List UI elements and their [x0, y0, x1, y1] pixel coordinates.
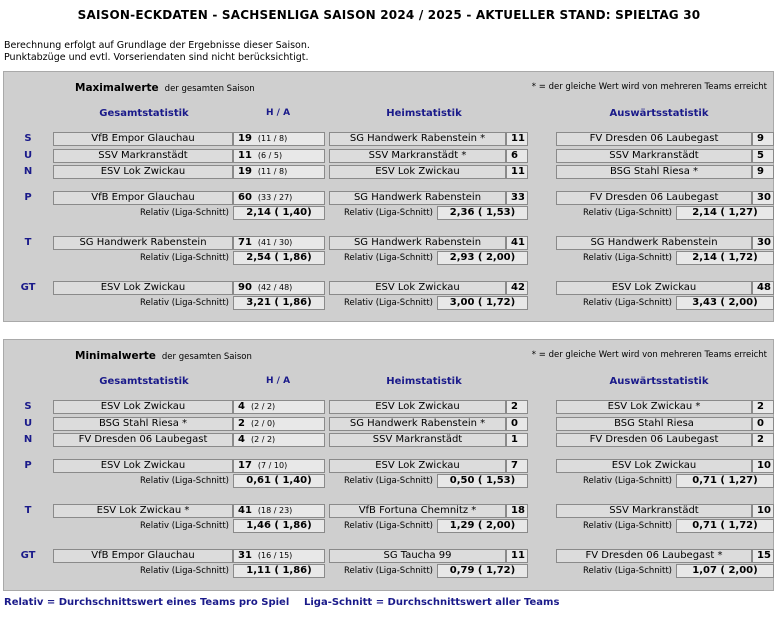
relativ-label: Relativ (Liga-Schnitt)	[582, 521, 672, 531]
value-number: 90	[238, 282, 252, 293]
row-label: P	[24, 460, 32, 471]
panel-note: * = der gleiche Wert wird von mehreren Teams erreicht	[531, 350, 767, 360]
value-h	[506, 236, 528, 250]
relativ-label: Relativ (Liga-Schnitt)	[139, 566, 229, 576]
value-home-away: (33 / 27)	[257, 193, 293, 202]
value-g	[233, 191, 325, 205]
value-g	[233, 459, 325, 473]
relativ-value-h: 1,29 ( 2,00)	[437, 519, 528, 533]
value-a	[752, 165, 774, 179]
relativ-label: Relativ (Liga-Schnitt)	[343, 298, 433, 308]
value-home-away: (18 / 23)	[257, 506, 293, 515]
relativ-value-g: 1,46 ( 1,86)	[233, 519, 325, 533]
row-label: N	[23, 166, 33, 177]
value-number: 2	[238, 418, 245, 429]
team-name-g: SG Handwerk Rabenstein	[53, 236, 233, 250]
value-number: 11	[238, 150, 252, 161]
team-name-h: SSV Markranstädt	[329, 433, 506, 447]
header-aus: Auswärtsstatistik	[609, 108, 709, 119]
value-a	[752, 433, 774, 447]
relativ-label: Relativ (Liga-Schnitt)	[582, 566, 672, 576]
value-number: 41	[511, 237, 525, 248]
row-label: S	[24, 133, 32, 144]
relativ-label: Relativ (Liga-Schnitt)	[343, 253, 433, 263]
value-h	[506, 549, 528, 563]
value-a	[752, 400, 774, 414]
relativ-label: Relativ (Liga-Schnitt)	[139, 298, 229, 308]
value-number: 11	[511, 133, 525, 144]
relativ-label: Relativ (Liga-Schnitt)	[582, 298, 672, 308]
relativ-label: Relativ (Liga-Schnitt)	[139, 253, 229, 263]
value-number: 2	[757, 401, 764, 412]
panel-title-text: Maximalwerte	[75, 82, 159, 94]
team-name-a: FV Dresden 06 Laubegast	[556, 191, 752, 205]
value-number: 11	[511, 550, 525, 561]
stats-panel-min	[3, 339, 774, 591]
footer-relativ: Relativ = Durchschnittswert eines Teams pro Spiel	[4, 597, 290, 608]
value-home-away: (2 / 2)	[250, 402, 276, 411]
value-home-away: (7 / 10)	[257, 461, 288, 470]
value-h	[506, 281, 528, 295]
relativ-value-g: 0,61 ( 1,40)	[233, 474, 325, 488]
team-name-g: SSV Markranstädt	[53, 149, 233, 163]
value-g	[233, 549, 325, 563]
value-number: 2	[757, 434, 764, 445]
relativ-value-g: 2,54 ( 1,86)	[233, 251, 325, 265]
value-home-away: (2 / 2)	[250, 435, 276, 444]
value-home-away: (42 / 48)	[257, 283, 293, 292]
header-ha: H / A	[266, 376, 291, 386]
value-number: 19	[238, 166, 252, 177]
value-number: 10	[757, 505, 771, 516]
relativ-value-a: 0,71 ( 1,72)	[676, 519, 774, 533]
relativ-value-g: 1,11 ( 1,86)	[233, 564, 325, 578]
row-label: GT	[20, 282, 36, 293]
relativ-label: Relativ (Liga-Schnitt)	[343, 521, 433, 531]
relativ-label: Relativ (Liga-Schnitt)	[139, 208, 229, 218]
value-a	[752, 191, 774, 205]
relativ-label: Relativ (Liga-Schnitt)	[343, 566, 433, 576]
value-h	[506, 149, 528, 163]
relativ-value-a: 2,14 ( 1,72)	[676, 251, 774, 265]
relativ-value-h: 3,00 ( 1,72)	[437, 296, 528, 310]
row-label: N	[23, 434, 33, 445]
team-name-h: SG Handwerk Rabenstein	[329, 236, 506, 250]
relativ-label: Relativ (Liga-Schnitt)	[139, 521, 229, 531]
relativ-label: Relativ (Liga-Schnitt)	[139, 476, 229, 486]
value-number: 2	[511, 401, 518, 412]
team-name-h: SG Taucha 99	[329, 549, 506, 563]
relativ-value-h: 0,50 ( 1,53)	[437, 474, 528, 488]
team-name-h: ESV Lok Zwickau	[329, 281, 506, 295]
header-gesamt: Gesamtstatistik	[99, 108, 189, 119]
value-home-away: (11 / 8)	[257, 167, 288, 176]
team-name-h: VfB Fortuna Chemnitz *	[329, 504, 506, 518]
value-a	[752, 236, 774, 250]
team-name-g: ESV Lok Zwickau	[53, 459, 233, 473]
relativ-value-a: 1,07 ( 2,00)	[676, 564, 774, 578]
row-label: U	[23, 150, 33, 161]
value-number: 33	[511, 192, 525, 203]
team-name-a: ESV Lok Zwickau *	[556, 400, 752, 414]
value-number: 30	[757, 192, 771, 203]
panel-title-text: Minimalwerte	[75, 350, 156, 362]
relativ-value-h: 0,79 ( 1,72)	[437, 564, 528, 578]
team-name-h: ESV Lok Zwickau	[329, 165, 506, 179]
value-a	[752, 132, 774, 146]
value-number: 0	[511, 418, 518, 429]
value-home-away: (6 / 5)	[257, 151, 283, 160]
value-a	[752, 504, 774, 518]
team-name-h: ESV Lok Zwickau	[329, 400, 506, 414]
value-number: 9	[757, 166, 764, 177]
value-g	[233, 281, 325, 295]
value-home-away: (2 / 0)	[250, 419, 276, 428]
value-g	[233, 400, 325, 414]
value-number: 31	[238, 550, 252, 561]
value-h	[506, 504, 528, 518]
team-name-a: ESV Lok Zwickau	[556, 459, 752, 473]
value-number: 30	[757, 237, 771, 248]
value-a	[752, 149, 774, 163]
value-number: 0	[757, 418, 764, 429]
value-number: 19	[238, 133, 252, 144]
team-name-a: BSG Stahl Riesa	[556, 417, 752, 431]
intro-line-1: Berechnung erfolgt auf Grundlage der Ergebnisse dieser Saison.	[4, 40, 310, 51]
header-heim: Heimstatistik	[386, 376, 462, 387]
panel-title	[75, 82, 255, 94]
value-h	[506, 433, 528, 447]
row-label: U	[23, 418, 33, 429]
stats-panel-max	[3, 71, 774, 322]
row-label: P	[24, 192, 32, 203]
team-name-h: SG Handwerk Rabenstein *	[329, 417, 506, 431]
relativ-label: Relativ (Liga-Schnitt)	[582, 208, 672, 218]
team-name-a: ESV Lok Zwickau	[556, 281, 752, 295]
relativ-label: Relativ (Liga-Schnitt)	[582, 253, 672, 263]
panel-subtitle: der gesamten Saison	[164, 84, 255, 94]
header-ha: H / A	[266, 108, 291, 118]
team-name-g: ESV Lok Zwickau	[53, 165, 233, 179]
value-g	[233, 433, 325, 447]
team-name-g: VfB Empor Glauchau	[53, 132, 233, 146]
value-h	[506, 132, 528, 146]
team-name-a: SSV Markranstädt	[556, 149, 752, 163]
relativ-value-h: 2,36 ( 1,53)	[437, 206, 528, 220]
value-h	[506, 417, 528, 431]
team-name-g: ESV Lok Zwickau	[53, 281, 233, 295]
relativ-value-h: 2,93 ( 2,00)	[437, 251, 528, 265]
value-h	[506, 459, 528, 473]
relativ-label: Relativ (Liga-Schnitt)	[343, 208, 433, 218]
team-name-g: BSG Stahl Riesa *	[53, 417, 233, 431]
header-gesamt: Gesamtstatistik	[99, 376, 189, 387]
value-number: 5	[757, 150, 764, 161]
value-number: 42	[511, 282, 525, 293]
value-home-away: (11 / 8)	[257, 134, 288, 143]
value-number: 18	[511, 505, 525, 516]
panel-title	[75, 350, 252, 362]
value-number: 71	[238, 237, 252, 248]
value-a	[752, 417, 774, 431]
value-h	[506, 165, 528, 179]
value-number: 4	[238, 434, 245, 445]
value-number: 41	[238, 505, 252, 516]
value-h	[506, 191, 528, 205]
team-name-g: FV Dresden 06 Laubegast	[53, 433, 233, 447]
value-number: 11	[511, 166, 525, 177]
value-number: 60	[238, 192, 252, 203]
relativ-label: Relativ (Liga-Schnitt)	[343, 476, 433, 486]
team-name-a: SSV Markranstädt	[556, 504, 752, 518]
relativ-value-a: 2,14 ( 1,27)	[676, 206, 774, 220]
team-name-g: VfB Empor Glauchau	[53, 549, 233, 563]
panel-note: * = der gleiche Wert wird von mehreren Teams erreicht	[531, 82, 767, 92]
row-label: GT	[20, 550, 36, 561]
value-number: 10	[757, 460, 771, 471]
value-g	[233, 165, 325, 179]
footer-liga-schnitt: Liga-Schnitt = Durchschnittswert aller Teams	[304, 597, 560, 608]
relativ-value-g: 2,14 ( 1,40)	[233, 206, 325, 220]
team-name-h: ESV Lok Zwickau	[329, 459, 506, 473]
value-a	[752, 549, 774, 563]
value-number: 1	[511, 434, 518, 445]
row-label: T	[24, 505, 32, 516]
row-label: S	[24, 401, 32, 412]
value-g	[233, 149, 325, 163]
team-name-g: ESV Lok Zwickau	[53, 400, 233, 414]
team-name-a: FV Dresden 06 Laubegast	[556, 132, 752, 146]
value-number: 15	[757, 550, 771, 561]
header-aus: Auswärtsstatistik	[609, 376, 709, 387]
team-name-a: SG Handwerk Rabenstein	[556, 236, 752, 250]
intro-line-2: Punktabzüge und evtl. Vorseriendaten sind nicht berücksichtigt.	[4, 52, 309, 63]
value-number: 9	[757, 133, 764, 144]
value-g	[233, 504, 325, 518]
value-g	[233, 132, 325, 146]
team-name-h: SSV Markranstädt *	[329, 149, 506, 163]
team-name-h: SG Handwerk Rabenstein	[329, 191, 506, 205]
value-a	[752, 281, 774, 295]
value-h	[506, 400, 528, 414]
value-number: 4	[238, 401, 245, 412]
relativ-label: Relativ (Liga-Schnitt)	[582, 476, 672, 486]
relativ-value-g: 3,21 ( 1,86)	[233, 296, 325, 310]
value-home-away: (16 / 15)	[257, 551, 293, 560]
panel-subtitle: der gesamten Saison	[161, 352, 252, 362]
team-name-a: FV Dresden 06 Laubegast *	[556, 549, 752, 563]
team-name-g: VfB Empor Glauchau	[53, 191, 233, 205]
value-g	[233, 236, 325, 250]
value-g	[233, 417, 325, 431]
value-number: 17	[238, 460, 252, 471]
page-title: SAISON-ECKDATEN - SACHSENLIGA SAISON 2024 / 2025 - AKTUELLER STAND: SPIELTAG 30	[77, 8, 701, 22]
row-label: T	[24, 237, 32, 248]
team-name-g: ESV Lok Zwickau *	[53, 504, 233, 518]
value-a	[752, 459, 774, 473]
relativ-value-a: 3,43 ( 2,00)	[676, 296, 774, 310]
team-name-a: FV Dresden 06 Laubegast	[556, 433, 752, 447]
team-name-h: SG Handwerk Rabenstein *	[329, 132, 506, 146]
value-home-away: (41 / 30)	[257, 238, 293, 247]
value-number: 7	[511, 460, 518, 471]
value-number: 6	[511, 150, 518, 161]
value-number: 48	[757, 282, 771, 293]
relativ-value-a: 0,71 ( 1,27)	[676, 474, 774, 488]
team-name-a: BSG Stahl Riesa *	[556, 165, 752, 179]
header-heim: Heimstatistik	[386, 108, 462, 119]
